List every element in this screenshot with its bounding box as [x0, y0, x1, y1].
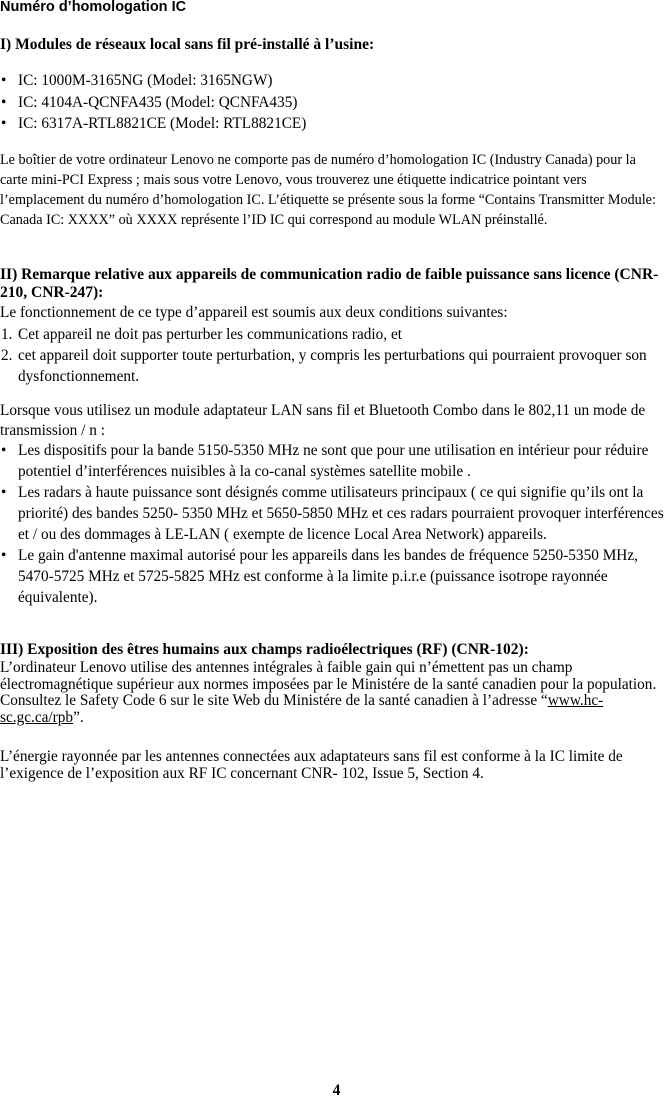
bullet-marker: • — [1, 547, 7, 564]
bullet-text: Les dispositifs pour la bande 5150-5350 MHz ne sont que pour une utilisation en intérieur pour réduire potentiel d’interférences nuisibles à la co-canal systèmes satellite mobile . — [18, 442, 649, 480]
list-item — [0, 324, 669, 345]
list-item — [0, 545, 669, 608]
section-3-paragraph — [0, 660, 662, 727]
section-2-intro: Le fonctionnement de ce type d’appareil est soumis aux deux conditions suivantes: — [0, 304, 508, 321]
lan-intro: Lorsque vous utilisez un module adaptateur LAN sans fil et Bluetooth Combo dans le 802,11 un mode de transmission / n : — [0, 402, 646, 439]
bullet-marker: • — [1, 93, 7, 111]
bullet-marker: • — [1, 72, 7, 89]
module-text: IC: 1000M-3165NG (Model: 3165NGW) — [18, 72, 273, 89]
condition-text: Cet appareil ne doit pas perturber les communications radio, et — [18, 326, 402, 343]
section-2-heading: II) Remarque relative aux appareils de communication radio de faible puissance sans licence (CNR-210, CNR-247): — [0, 266, 659, 301]
module-text: IC: 6317A-RTL8821CE (Model: RTL8821CE) — [18, 115, 307, 132]
module-text: IC: 4104A-QCNFA435 (Model: QCNFA435) — [18, 93, 298, 111]
conditions-list — [0, 324, 669, 387]
section-1-paragraph: Le boîtier de votre ordinateur Lenovo ne comporte pas de numéro d’homologation IC (Industry Canada) pour la carte mini-PCI Express ; mais sous votre Lenovo, vous trouverez une étiquette indicatrice pointant vers l’emplacement du numéro d’homologation IC. L’étiquette se présente sous la forme “Contains Transmitter Module: Canada IC: XXXX” où XXXX représente l’ID IC qui correspond au module WLAN préinstallé. — [0, 152, 656, 228]
paragraph-text-end: ”. — [73, 709, 84, 727]
number-marker: 2. — [1, 347, 13, 364]
paragraph-text: L’ordinateur Lenovo utilise des antennes intégrales à faible gain qui n’émettent pas un champ électromagnétique supérieur aux normes imposées par le Ministére de la santé canadien pour la population. Consultez le Safety Code 6 sur le site Web du Ministére de la santé canadien à l’adresse “ — [0, 659, 657, 710]
number-marker: 1. — [1, 326, 13, 343]
bullet-text: Le gain d'antenne maximal autorisé pour les appareils dans les bandes de fréquence 5250-5350 MHz, 5470-5725 MHz et 5725-5825 MHz est conforme à la limite p.i.r.e (puissance isotrope rayonnée équivalente). — [18, 547, 638, 606]
page-number: 4 — [332, 1082, 341, 1099]
list-item — [0, 440, 669, 482]
page-title: Numéro d’homologation IC — [0, 0, 187, 15]
list-item — [0, 345, 669, 387]
bullet-marker: • — [1, 115, 7, 132]
list-item — [0, 113, 669, 135]
module-list — [0, 70, 669, 135]
section-1-heading: I) Modules de réseaux local sans fil pré-installé à l’usine: — [0, 36, 375, 53]
bullet-text: Les radars à haute puissance sont désignés comme utilisateurs principaux ( ce qui signifie qu’ils ont la priorité) des bandes 5250- 5350 MHz et 5650-5850 MHz et ces radars pourraient provoquer interférences et / ou des dommages à LE-LAN ( exempte de licence Local Area Network) appareils. — [18, 484, 664, 543]
health-canada-link[interactable]: www.hc-sc.gc.ca/rpb — [0, 692, 604, 727]
section-3-heading: III) Exposition des êtres humains aux champs radioélectriques (RF) (CNR-102): — [0, 641, 529, 658]
list-item — [0, 70, 669, 92]
bullet-marker: • — [1, 442, 7, 459]
condition-text: cet appareil doit supporter toute perturbation, y compris les perturbations qui pourraient provoquer son dysfonctionnement. — [18, 347, 647, 385]
lan-bullets — [0, 440, 669, 608]
section-3-paragraph-2: L’énergie rayonnée par les antennes connectées aux adaptateurs sans fil est conforme à la IC limite de l’exigence de l’exposition aux RF IC concernant CNR- 102, Issue 5, Section 4. — [0, 748, 623, 782]
list-item — [0, 482, 669, 545]
list-item — [0, 92, 669, 114]
bullet-marker: • — [1, 484, 7, 501]
